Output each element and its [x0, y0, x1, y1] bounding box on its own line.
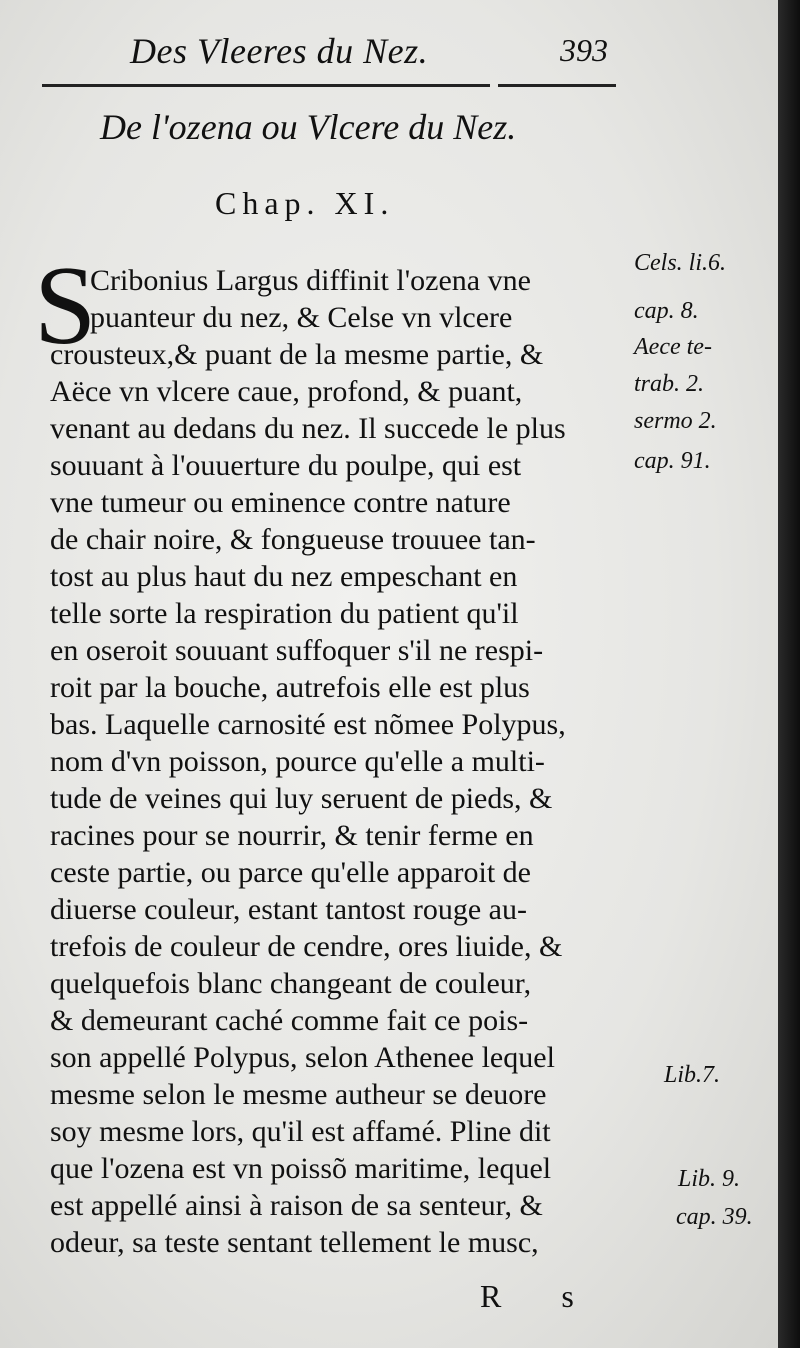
margin-note: Aece te-: [634, 334, 712, 360]
text-line: bas. Laquelle carnosité est nõmee Polypus,: [50, 708, 566, 741]
margin-note: Lib.7.: [664, 1062, 721, 1088]
book-gutter-shadow: [778, 0, 800, 1348]
text-line: quelquefois blanc changeant de couleur,: [50, 967, 532, 1000]
text-line: Aëce vn vlcere caue, profond, & puant,: [50, 375, 523, 408]
text-line: son appellé Polypus, selon Athenee lequel: [50, 1041, 555, 1074]
running-head-title: Des Vleeres du Nez.: [130, 31, 429, 71]
text-line: souuant à l'ouuerture du poulpe, qui est: [50, 449, 522, 482]
text-line: racines pour se nourrir, & tenir ferme en: [50, 819, 534, 852]
text-line: tost au plus haut du nez empeschant en: [50, 560, 518, 593]
margin-note: trab. 2.: [634, 371, 705, 397]
margin-note: cap. 91.: [634, 448, 711, 474]
text-line: Cribonius Largus diffinit l'ozena vne: [90, 264, 531, 297]
text-line: diuerse couleur, estant tantost rouge au-: [50, 893, 527, 926]
margin-note: cap. 8.: [634, 298, 699, 324]
text-line: est appellé ainsi à raison de sa senteur, &: [50, 1189, 543, 1222]
text-line: puanteur du nez, & Celse vn vlcere: [90, 301, 513, 334]
drop-capital: S: [34, 244, 97, 368]
text-line: venant au dedans du nez. Il succede le plus: [50, 412, 566, 445]
text-line: crousteux,& puant de la mesme partie, &: [50, 338, 544, 371]
margin-note: sermo 2.: [634, 408, 717, 434]
text-line: vne tumeur ou eminence contre nature: [50, 486, 511, 519]
text-line: de chair noire, & fongueuse trouuee tan-: [50, 523, 536, 556]
text-line: ceste partie, ou parce qu'elle apparoit de: [50, 856, 531, 889]
running-head: [0, 28, 778, 78]
text-line: tude de veines qui luy seruent de pieds, &: [50, 782, 553, 815]
text-line: soy mesme lors, qu'il est affamé. Pline dit: [50, 1115, 551, 1148]
header-rule-right: [498, 84, 616, 87]
chapter-heading: Chap. XI.: [215, 185, 395, 221]
margin-note: Cels. li.6.: [634, 250, 727, 276]
text-line: mesme selon le mesme autheur se deuore: [50, 1078, 547, 1111]
page-number: 393: [560, 32, 608, 68]
text-line: odeur, sa teste sentant tellement le musc,: [50, 1226, 539, 1259]
signature-mark: R s: [480, 1278, 600, 1314]
body-text: [50, 262, 645, 1261]
text-line: en oseroit souuant suffoquer s'il ne respi-: [50, 634, 544, 667]
text-line: roit par la bouche, autrefois elle est plus: [50, 671, 530, 704]
header-rule-left: [42, 84, 490, 87]
margin-note: Lib. 9.: [678, 1166, 741, 1192]
text-line: & demeurant caché comme fait ce pois-: [50, 1004, 529, 1037]
text-line: nom d'vn poisson, pource qu'elle a multi-: [50, 745, 545, 778]
text-line: telle sorte la respiration du patient qu'il: [50, 597, 519, 630]
margin-note: cap. 39.: [676, 1204, 753, 1230]
section-title: De l'ozena ou Vlcere du Nez.: [100, 107, 517, 147]
text-line: que l'ozena est vn poissõ maritime, lequel: [50, 1152, 552, 1185]
text-line: trefois de couleur de cendre, ores liuide, &: [50, 930, 563, 963]
